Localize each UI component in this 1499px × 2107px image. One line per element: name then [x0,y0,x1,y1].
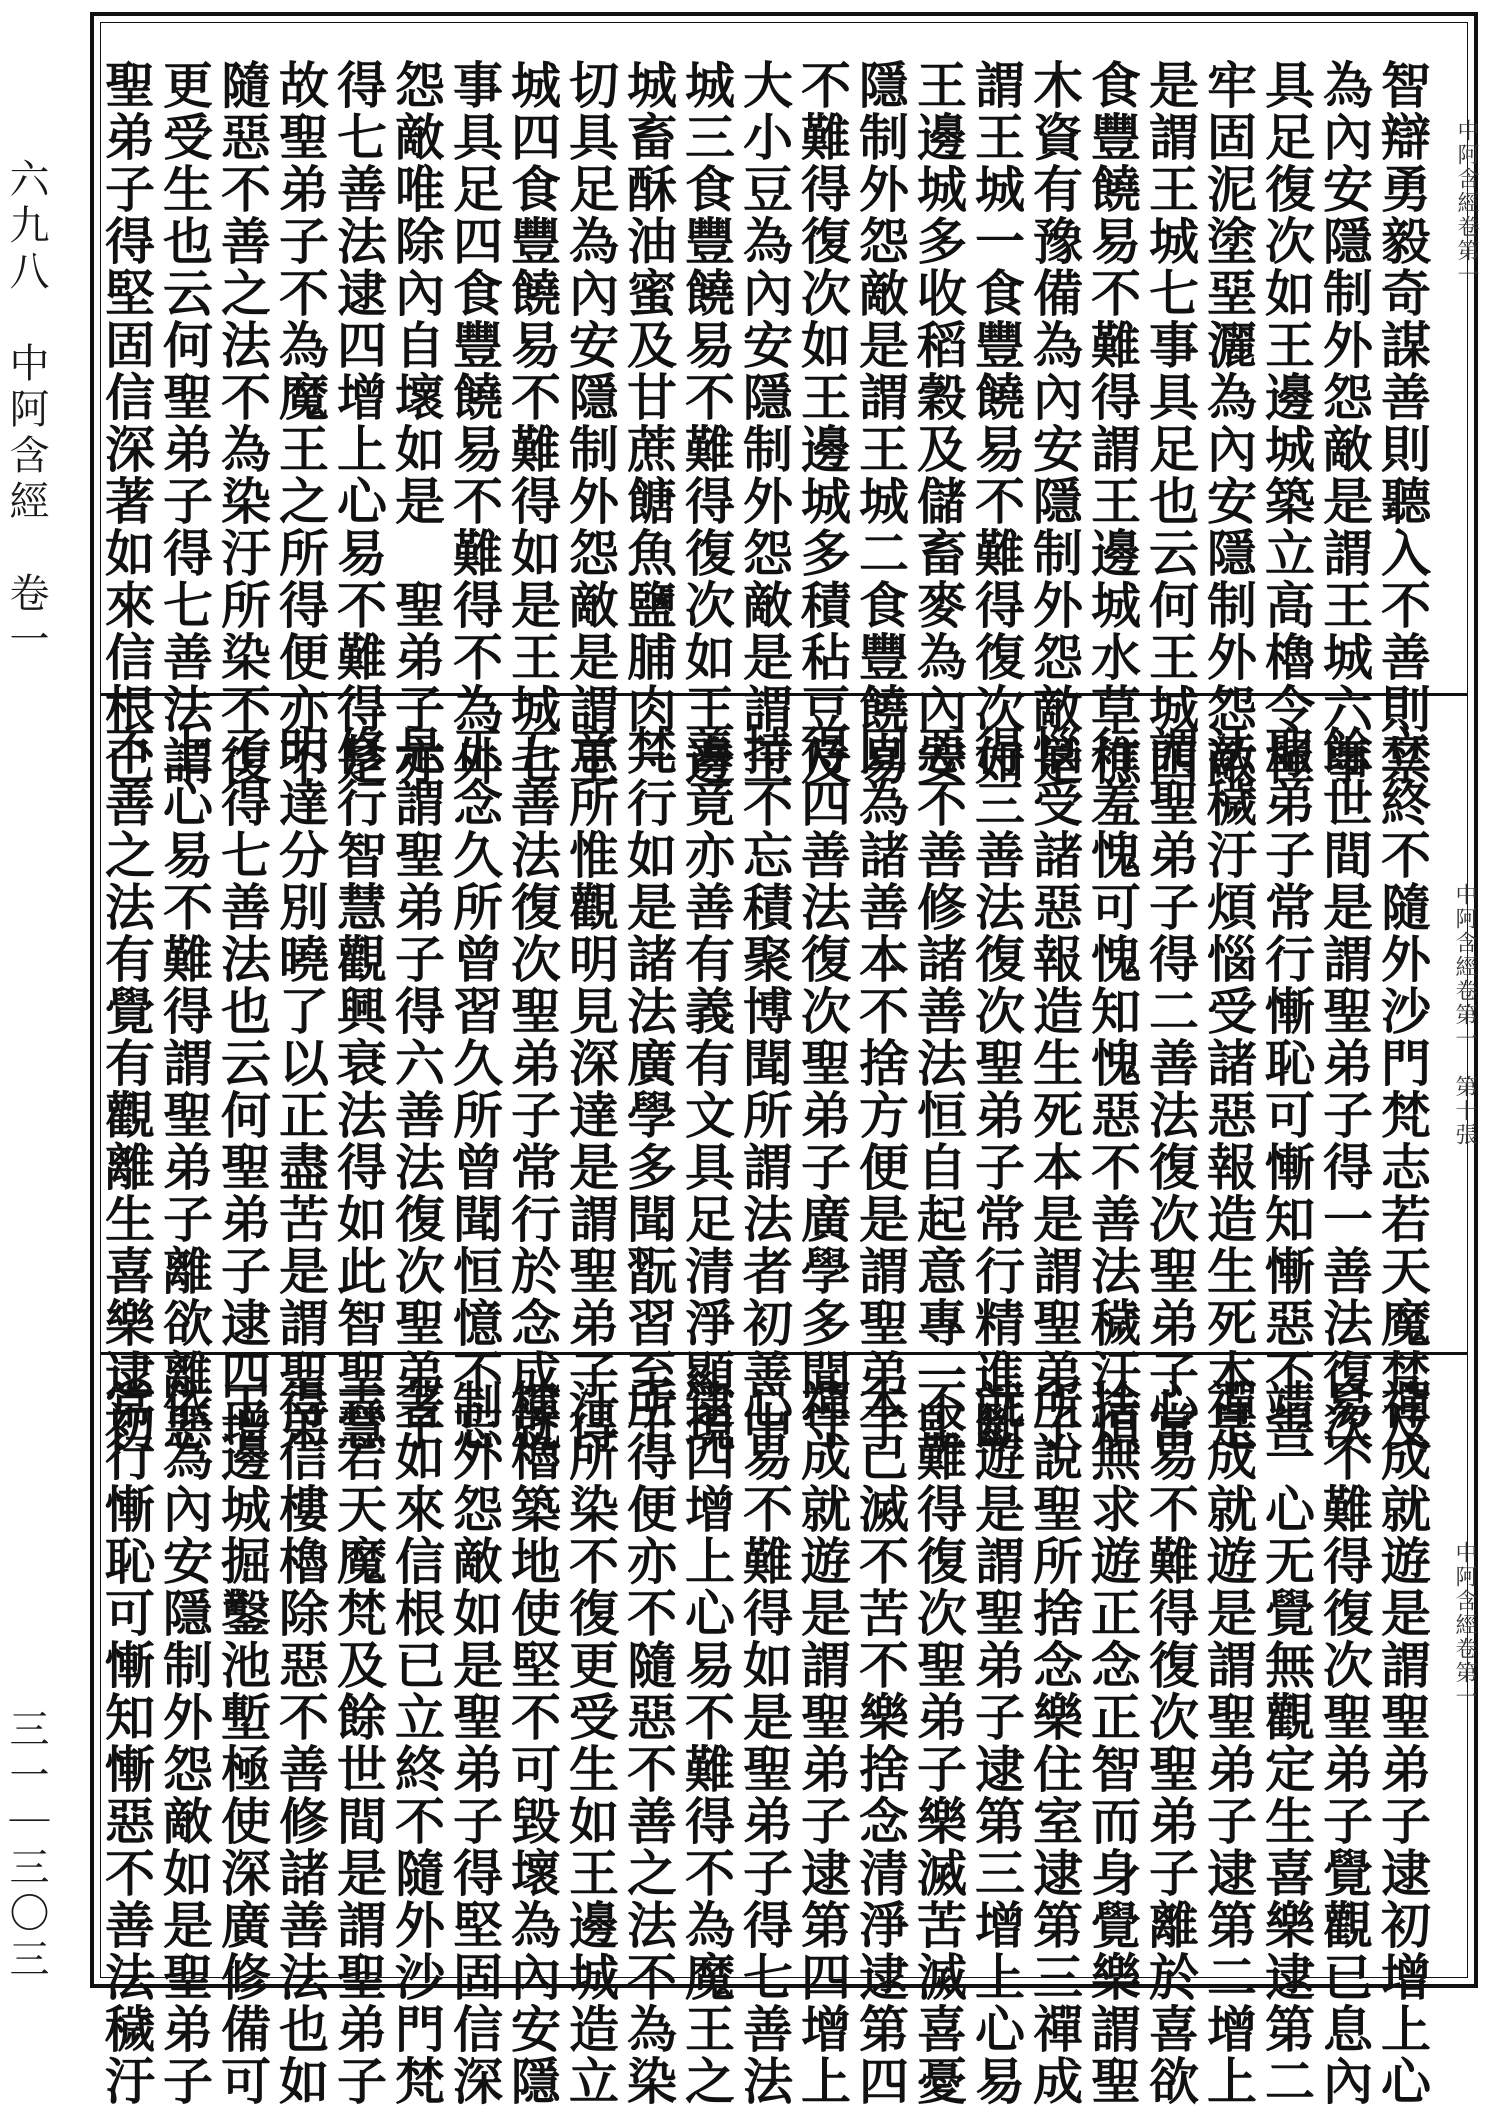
text-column: 靖一心无覺無觀定生喜樂逮第二 [1257,1379,1316,2107]
text-column: 所說聖所捨念樂住室逮第三禪成 [1025,1379,1084,2107]
text-column: 王邊城多收稻穀及儲畜麥為內安 [909,59,968,787]
text-column: 心易不難得如是聖弟子得七善法 [735,1379,794,2107]
text-column: 得信樓櫓除惡不善修諸善法也如 [271,1379,330,2107]
text-column: 牢固泥塗堊灑為內安隱制外怨敵 [1199,59,1258,787]
text-column: 謂王城一食豐饒易不難得復次如 [967,59,1026,787]
text-column: 不善之法有覺有觀離生喜樂逮初 [97,725,156,1453]
text-column: 隨惡不善之法不為染汙所染不復 [213,59,272,787]
text-column: 善竟亦善有義有文具足清淨顯現 [677,725,736,1453]
text-column: 子得七善法也云何聖弟子逮四增 [213,725,272,1453]
text-column: 著如來信根已立終不隨外沙門梵 [387,1379,446,2107]
text-column: 是謂王城七事具足也云何王城四 [1141,59,1200,787]
register-divider [101,1352,1467,1355]
text-column: 固為諸善本不捨方便是謂聖弟子 [851,725,910,1453]
text-column: 城三食豐饒易不難得復次如王邊 [677,59,736,787]
text-column: 謂聖弟子得二善法復次聖弟子常 [1141,725,1200,1453]
page-frame-inner [97,22,1479,2107]
text-column: 王邊城掘鑿池塹極使深廣修備可 [213,1379,272,2107]
text-column: 不難得復次如王邊城多積秥豆及 [793,59,852,787]
text-column: 惡不善修諸善法恒自起意專一堅 [909,725,968,1453]
text-column: 梵行如是諸法廣學多聞翫習至千 [619,725,678,1453]
text-column: 得三善法復次聖弟子常行精進斷 [967,725,1026,1453]
page-frame [90,12,1479,2107]
text-column: 樓櫓築地使堅不可毀壞為內安隱 [503,1379,562,2107]
text-column: 常行慚恥可慚知慚惡不善法穢汙 [97,1379,156,2107]
text-column: 易不難得復次聖弟子覺觀已息內 [1315,1379,1374,2107]
text-column: 餘世間是謂聖弟子得一善法復次 [1315,725,1374,1453]
text-column: 更受生也云何聖弟子得七善法謂 [155,59,214,787]
text-column: 逮四增上心易不難得不為魔王之 [677,1379,736,2107]
text-column: 法穢汙煩惱受諸惡報造生死本是 [1199,725,1258,1453]
text-column: 依為內安隱制外怨敵如是聖弟子 [155,1379,214,2107]
text-column: 得七善法逮四增上心易不難得是 [329,59,388,787]
text-column: 本已滅不苦不樂捨念清淨逮第四 [851,1379,910,2107]
block-page-mark: 中阿含經卷第一 [1452,1541,1477,1709]
text-column: 大小豆為內安隱制外怨敵是謂王 [735,59,794,787]
margin-page-number: 三一｜三〇三 [3,1708,49,1984]
text-column: 不難得復次聖弟子樂滅苦滅喜憂 [909,1379,968,2107]
text-column: 禪成就遊是謂聖弟子逮第四增上 [793,1379,852,2107]
text-column: 聖弟子常行慚恥可慚知慚惡不善 [1257,725,1316,1453]
text-column: 為內安隱制外怨敵是謂王城六事 [1315,59,1374,787]
text-column: 持不忘積聚博聞所謂法者初善中 [735,725,794,1453]
text-column: 禪成就遊是謂聖弟子逮第二增上 [1199,1379,1258,2107]
text-column: 惱受諸惡報造生死本是謂聖弟子 [1025,725,1084,1453]
register-bottom [97,1361,1477,2107]
text-column: 制外怨敵如是聖弟子得堅固信深 [445,1379,504,2107]
block-page-mark: 中阿含經卷第一 [1454,119,1479,287]
text-column: 上心易不難得謂聖弟子離欲離惡 [155,725,214,1453]
text-column: 切具足為內安隱制外怨敵是謂王 [561,59,620,787]
text-column: 就遊是謂聖弟子逮第三增上心易 [967,1379,1026,2107]
register-middle [97,703,1477,1453]
block-page-mark: 中阿含經卷第一 第十張 [1452,883,1477,1147]
text-column: 具足復次如王邊城築立高櫓令極 [1257,59,1316,787]
text-column: 所得便亦不隨惡不善之法不為染 [619,1379,678,2107]
text-column: 聖弟子得堅固信深著如來信根已 [97,59,156,787]
text-column: 是謂聖弟子得六善法復次聖弟子 [387,725,446,1453]
text-column: 行羞愧可愧知愧惡不善法穢汙煩 [1083,725,1142,1453]
register-top [97,29,1479,787]
text-column: 怨敵唯除內自壞如是 聖弟子亦 [387,59,446,787]
register-divider [101,693,1467,696]
text-column: 木資有豫備為內安隱制外怨敵是 [1025,59,1084,787]
scripture-text-block [97,1379,1432,2107]
text-column: 食豐饒易不難得謂王邊城水草樵 [1083,59,1142,787]
text-column: 城四食豐饒易不難得如是王城七 [503,59,562,787]
text-column: 明達分別曉了以正盡苦是謂聖弟 [271,725,330,1453]
margin-page-label: 六九八 中阿含經 卷一 [3,158,49,664]
text-column: 禪成就遊是謂聖弟子逮初增上心 [1373,1379,1432,2107]
scripture-text-block [97,59,1432,787]
text-column: 立終不隨外沙門梵志若天魔梵及 [1373,725,1432,1453]
text-column: 正念久所曾習久所曾聞恒憶不忘 [445,725,504,1453]
text-column: 捨無求遊正念正智而身覺樂謂聖 [1083,1379,1142,2107]
text-column: 修行智慧觀興衰法得如此智聖慧 [329,725,388,1453]
text-column: 隱制外怨敵是謂王城二食豐饒易 [851,59,910,787]
text-column: 志若天魔梵及餘世間是謂聖弟子 [329,1379,388,2107]
text-column: 心易不難得復次聖弟子離於喜欲 [1141,1379,1200,2107]
text-column: 智辯勇毅奇謀善則聽入不善則禁 [1373,59,1432,787]
text-column: 事具足四食豐饒易不難得不為外 [445,59,504,787]
text-column: 城畜酥油蜜及甘蔗餹魚鹽脯肉一 [619,59,678,787]
text-column: 意所惟觀明見深達是謂聖弟子得 [561,725,620,1453]
text-column: 故聖弟子不為魔王之所得便亦不 [271,59,330,787]
text-column: 汙所染不復更受生如王邊城造立 [561,1379,620,2107]
text-column: 得四善法復次聖弟子廣學多聞守 [793,725,852,1453]
text-column: 五善法復次聖弟子常行於念成就 [503,725,562,1453]
scripture-text-block [97,725,1432,1453]
